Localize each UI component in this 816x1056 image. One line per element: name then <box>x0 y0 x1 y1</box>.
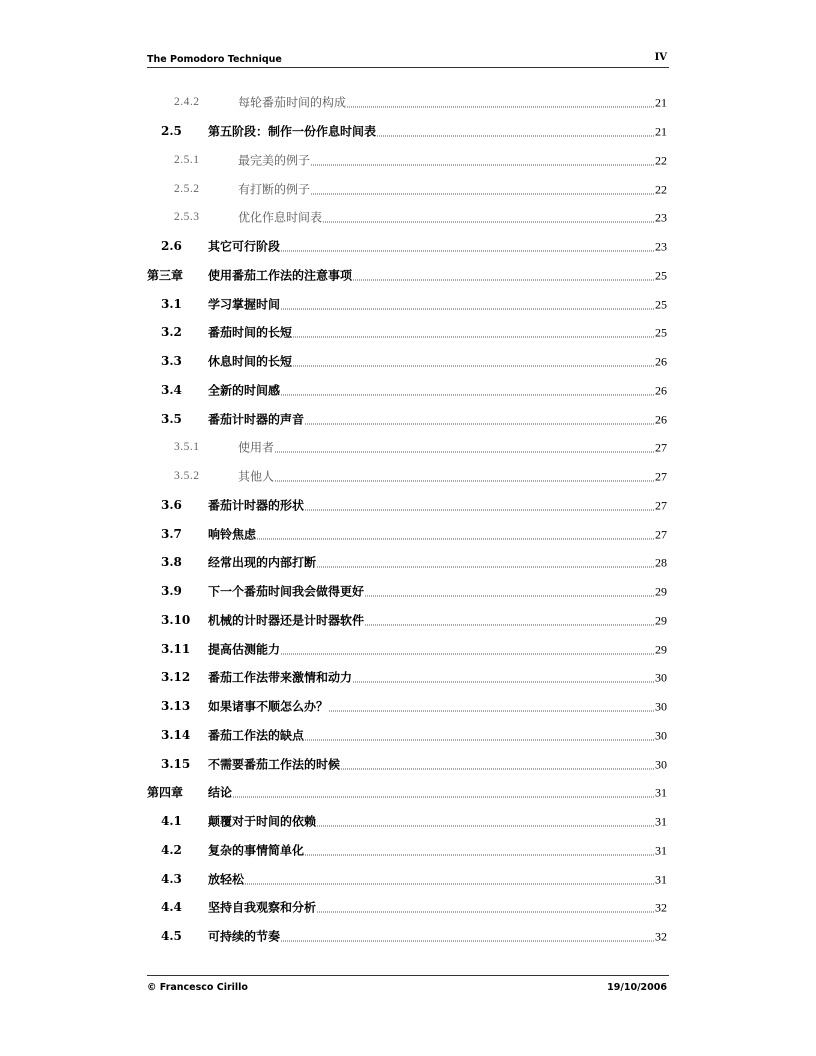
dot-leader <box>281 393 654 395</box>
copyright-notice: © Francesco Cirillo <box>147 982 248 993</box>
toc-entry-page: 23 <box>655 239 667 254</box>
toc-entry[interactable] <box>147 433 667 462</box>
toc-entry-title: 响铃焦虑 <box>208 527 257 542</box>
toc-entry-line <box>208 525 667 542</box>
toc-entry-page: 27 <box>655 469 667 484</box>
toc-entry-line <box>238 468 667 485</box>
toc-entry[interactable] <box>147 289 667 318</box>
toc-entry-number: 3.14 <box>161 727 191 742</box>
dot-leader <box>353 278 654 280</box>
toc-entry-title: 下一个番茄时间我会做得更好 <box>208 584 365 599</box>
toc-entry-title: 学习掌握时间 <box>208 297 281 312</box>
toc-entry-number: 4.1 <box>161 814 182 829</box>
toc-entry[interactable] <box>147 174 667 203</box>
toc-entry-number: 4.2 <box>161 842 182 857</box>
toc-entry-number: 4.5 <box>161 929 182 944</box>
toc-entry[interactable] <box>147 749 667 778</box>
toc-entry-number: 2.5.3 <box>174 211 200 224</box>
dot-leader <box>347 106 654 108</box>
dot-leader <box>293 365 654 367</box>
toc-entry[interactable] <box>147 261 667 290</box>
toc-entry-title: 第五阶段：制作一份作息时间表 <box>208 124 377 139</box>
dot-leader <box>317 825 654 827</box>
toc-entry-number: 3.10 <box>161 612 191 627</box>
toc-entry-page: 21 <box>655 124 667 139</box>
dot-leader <box>305 422 654 424</box>
toc-entry-number: 3.5.2 <box>174 470 200 483</box>
dot-leader <box>281 940 654 942</box>
toc-entry-title: 坚持自我观察和分析 <box>208 900 317 915</box>
dot-leader <box>281 652 654 654</box>
toc-entry-line <box>208 726 667 743</box>
toc-entry-page: 22 <box>655 153 667 168</box>
toc-entry-title: 其它可行阶段 <box>208 239 281 254</box>
toc-entry-line <box>238 94 667 111</box>
dot-leader <box>257 537 654 539</box>
toc-entry-number: 3.7 <box>161 526 182 541</box>
toc-entry-number: 4.3 <box>161 871 182 886</box>
toc-entry-page: 32 <box>655 929 667 944</box>
toc-entry-number: 3.2 <box>161 325 182 340</box>
toc-entry[interactable] <box>147 519 667 548</box>
toc-entry-number: 2.4.2 <box>174 96 200 109</box>
dot-leader <box>353 681 654 683</box>
toc-entry-page: 23 <box>655 210 667 225</box>
toc-entry[interactable] <box>147 577 667 606</box>
toc-entry-line <box>208 324 667 341</box>
dot-leader <box>377 135 654 137</box>
toc-entry-page: 25 <box>655 297 667 312</box>
toc-entry-title: 经常出现的内部打断 <box>208 555 317 570</box>
toc-entry-number: 2.5.2 <box>174 182 200 195</box>
toc-entry[interactable] <box>147 347 667 376</box>
dot-leader <box>305 508 654 510</box>
document-date: 19/10/2006 <box>607 982 667 993</box>
dot-leader <box>341 767 654 769</box>
toc-entry-page: 31 <box>655 843 667 858</box>
dot-leader <box>365 623 654 625</box>
toc-entry-page: 27 <box>655 527 667 542</box>
dot-leader <box>245 882 654 884</box>
toc-entry-page: 26 <box>655 354 667 369</box>
toc-entry[interactable] <box>147 864 667 893</box>
toc-entry-title: 机械的计时器还是计时器软件 <box>208 613 365 628</box>
toc-entry[interactable] <box>147 922 667 951</box>
toc-entry-number: 3.3 <box>161 354 182 369</box>
toc-entry-line <box>208 698 667 715</box>
toc-entry[interactable] <box>147 318 667 347</box>
dot-leader <box>329 710 654 712</box>
toc-entry[interactable] <box>147 404 667 433</box>
dot-leader <box>365 595 654 597</box>
toc-entry-page: 30 <box>655 757 667 772</box>
toc-entry-line <box>208 583 667 600</box>
page-header <box>147 52 669 68</box>
toc-entry-number: 2.6 <box>161 239 182 254</box>
toc-entry-line <box>208 841 667 858</box>
toc-entry[interactable] <box>147 376 667 405</box>
toc-entry-page: 30 <box>655 699 667 714</box>
toc-entry-number: 2.5 <box>161 124 182 139</box>
toc-entry-title: 颠覆对于时间的依赖 <box>208 814 317 829</box>
toc-entry-number: 3.15 <box>161 756 191 771</box>
toc-entry-line <box>208 410 667 427</box>
toc-entry[interactable] <box>147 634 667 663</box>
dot-leader <box>281 250 654 252</box>
toc-entry-title: 优化作息时间表 <box>238 210 323 225</box>
toc-entry-number: 第三章 <box>147 268 184 283</box>
toc-entry-title: 每轮番茄时间的构成 <box>238 95 347 110</box>
dot-leader <box>323 221 654 223</box>
toc-entry-page: 29 <box>655 584 667 599</box>
toc-entry-title: 有打断的例子 <box>238 182 311 197</box>
toc-entry-line <box>208 123 667 140</box>
toc-entry-page: 30 <box>655 728 667 743</box>
dot-leader <box>275 451 654 453</box>
toc-entry-title: 可持续的节奏 <box>208 929 281 944</box>
toc-entry-line <box>208 813 667 830</box>
toc-entry-page: 25 <box>655 325 667 340</box>
toc-entry-page: 31 <box>655 785 667 800</box>
toc-entry[interactable] <box>147 692 667 721</box>
toc-entry-line <box>208 784 667 801</box>
toc-entry[interactable] <box>147 232 667 261</box>
toc-entry-page: 27 <box>655 440 667 455</box>
toc-entry[interactable] <box>147 721 667 750</box>
toc-entry[interactable] <box>147 893 667 922</box>
toc-entry-page: 27 <box>655 498 667 513</box>
toc-entry-page: 31 <box>655 872 667 887</box>
toc-entry-line <box>208 238 667 255</box>
toc-entry[interactable] <box>147 836 667 865</box>
toc-entry-number: 3.13 <box>161 699 191 714</box>
toc-entry-title: 提高估测能力 <box>208 642 281 657</box>
toc-entry-title: 放轻松 <box>208 872 245 887</box>
toc-entry-page: 29 <box>655 613 667 628</box>
toc-entry-title: 不需要番茄工作法的时候 <box>208 757 341 772</box>
toc-entry-number: 2.5.1 <box>174 153 200 166</box>
toc-entry[interactable] <box>147 548 667 577</box>
toc-entry[interactable] <box>147 778 667 807</box>
toc-entry-page: 28 <box>655 555 667 570</box>
toc-entry[interactable] <box>147 146 667 175</box>
dot-leader <box>305 853 654 855</box>
toc-entry-number: 3.5 <box>161 411 182 426</box>
toc-entry[interactable] <box>147 88 667 117</box>
dot-leader <box>311 163 654 165</box>
toc-entry-number: 3.8 <box>161 555 182 570</box>
dot-leader <box>281 307 654 309</box>
page-number: IV <box>654 52 667 63</box>
toc-entry-number: 3.5.1 <box>174 441 200 454</box>
toc-entry-title: 全新的时间感 <box>208 383 281 398</box>
toc-entry-line <box>208 669 667 686</box>
toc-entry-line <box>208 554 667 571</box>
toc-entry-number: 3.12 <box>161 670 191 685</box>
dot-leader <box>317 911 654 913</box>
toc-entry-line <box>208 870 667 887</box>
toc-entry-line <box>208 353 667 370</box>
toc-entry[interactable] <box>147 606 667 635</box>
toc-entry-title: 番茄计时器的形状 <box>208 498 305 513</box>
toc-entry-line <box>208 640 667 657</box>
toc-entry-title: 番茄工作法带来激情和动力 <box>208 670 353 685</box>
toc-entry-line <box>238 151 667 168</box>
page-footer <box>147 975 669 996</box>
toc-entry-page: 26 <box>655 383 667 398</box>
toc-entry-line <box>208 928 667 945</box>
toc-entry-page: 25 <box>655 268 667 283</box>
toc-entry[interactable] <box>147 462 667 491</box>
toc-entry-line <box>208 611 667 628</box>
dot-leader <box>305 738 654 740</box>
toc-entry[interactable] <box>147 807 667 836</box>
toc-entry-number: 3.1 <box>161 296 182 311</box>
toc-entry-title: 使用番茄工作法的注意事项 <box>208 268 353 283</box>
toc-entry-number: 3.9 <box>161 584 182 599</box>
toc-entry-number: 4.4 <box>161 900 182 915</box>
table-of-contents <box>147 88 667 951</box>
document-title: The Pomodoro Technique <box>147 54 282 65</box>
toc-entry-line <box>238 180 667 197</box>
toc-entry-line <box>238 439 667 456</box>
toc-entry[interactable] <box>147 663 667 692</box>
toc-entry[interactable] <box>147 203 667 232</box>
toc-entry-line <box>208 295 667 312</box>
toc-entry[interactable] <box>147 117 667 146</box>
toc-entry-number: 3.4 <box>161 382 182 397</box>
toc-entry-number: 3.6 <box>161 497 182 512</box>
toc-entry-page: 21 <box>655 95 667 110</box>
toc-entry-line <box>238 209 667 226</box>
dot-leader <box>275 480 654 482</box>
toc-entry-number: 第四章 <box>147 785 184 800</box>
toc-entry-page: 31 <box>655 814 667 829</box>
dot-leader <box>317 566 654 568</box>
toc-entry-page: 22 <box>655 182 667 197</box>
toc-entry-line <box>208 266 667 283</box>
toc-entry-title: 复杂的事情简单化 <box>208 843 305 858</box>
toc-entry-line <box>208 899 667 916</box>
toc-entry-title: 番茄工作法的缺点 <box>208 728 305 743</box>
toc-entry-title: 使用者 <box>238 440 275 455</box>
dot-leader <box>293 336 654 338</box>
toc-entry-page: 30 <box>655 670 667 685</box>
toc-entry-title: 番茄计时器的声音 <box>208 412 305 427</box>
toc-entry-title: 其他人 <box>238 469 275 484</box>
toc-entry-title: 最完美的例子 <box>238 153 311 168</box>
toc-entry-page: 32 <box>655 900 667 915</box>
toc-entry-title: 结论 <box>208 785 233 800</box>
toc-entry-title: 休息时间的长短 <box>208 354 293 369</box>
toc-entry-page: 26 <box>655 412 667 427</box>
toc-entry-title: 如果诸事不顺怎么办？ <box>208 699 329 714</box>
toc-entry-number: 3.11 <box>161 641 191 656</box>
toc-entry-page: 29 <box>655 642 667 657</box>
dot-leader <box>311 192 654 194</box>
toc-entry-line <box>208 496 667 513</box>
toc-entry-line <box>208 381 667 398</box>
toc-entry-title: 番茄时间的长短 <box>208 325 293 340</box>
dot-leader <box>233 796 654 798</box>
toc-entry-line <box>208 755 667 772</box>
toc-entry[interactable] <box>147 491 667 520</box>
